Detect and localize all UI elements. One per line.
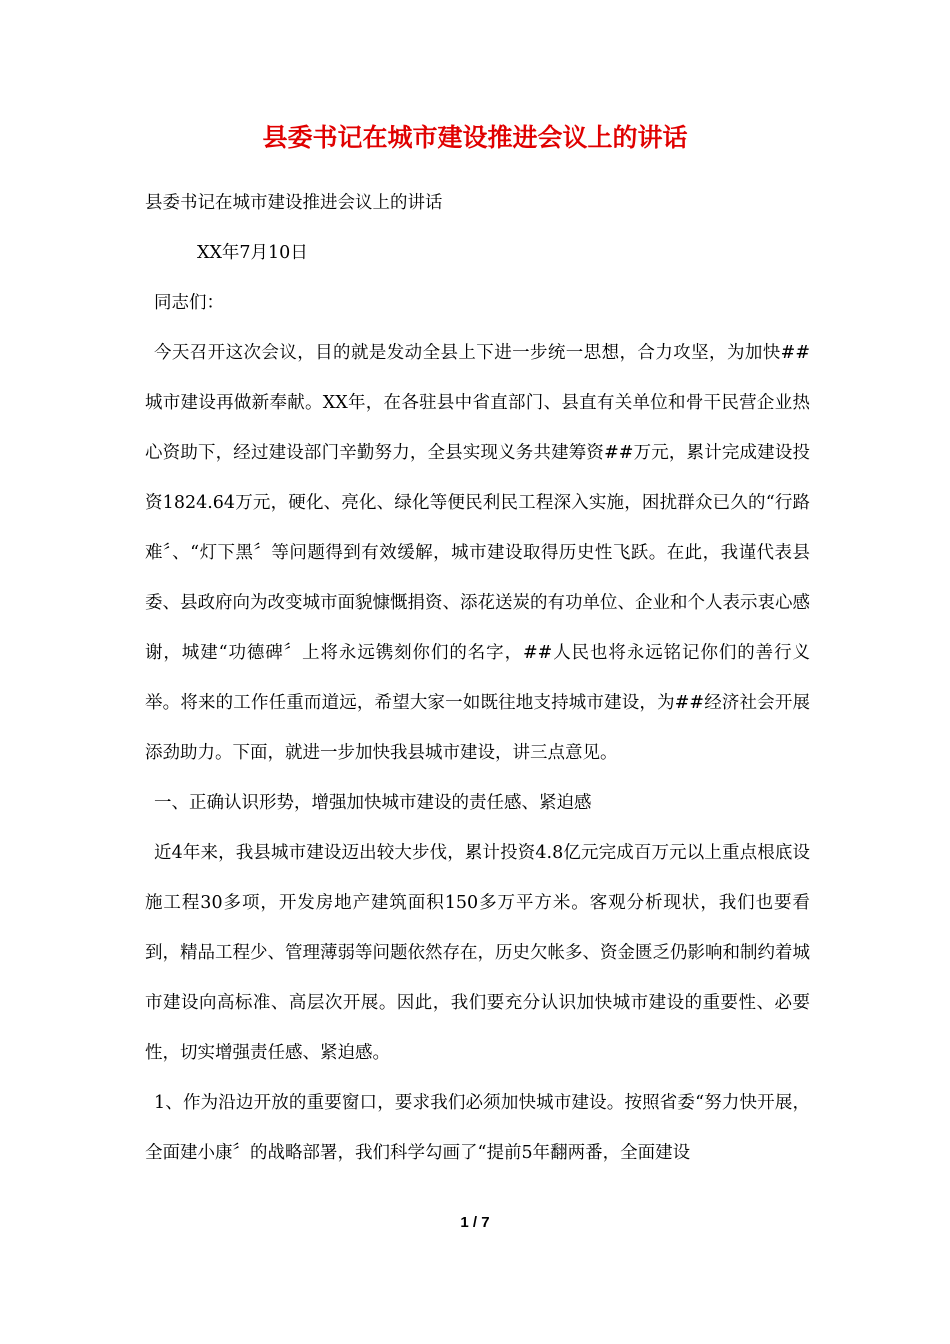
document-title: 县委书记在城市建设推进会议上的讲话	[262, 123, 688, 152]
subtitle-line: 县委书记在城市建设推进会议上的讲话	[145, 193, 443, 213]
date-line: XX年7月10日	[197, 243, 308, 263]
body-paragraph: 今天召开这次会议，目的就是发动全县上下进一步统一思想，合力攻坚，为加快##城市建设再做新奉献。XX年，在各驻县中省直部门、县直有关单位和骨干民营企业热心资助下，经过建设部门辛勤努力，全县实现义务共建筹资##万元，累计完成建设投资1824.64万元，硬化、亮化、绿化等便民利民工程深入实施，困扰群众已久的“行路难〞、“灯下黑〞等问题得到有效缓解，城市建设取得历史性飞跃。在此，我谨代表县委、县政府向为改变城市面貌慷慨捐资、添花送炭的有功单位、企业和个人表示衷心感谢，城建“功德碑〞上将永远镌刻你们的名字，##人民也将永远铭记你们的善行义举。将来的工作任重而道远，希望大家一如既往地支持城市建设，为##经济社会开展添劲助力。下面，就进一步加快我县城市建设，讲三点意见。	[145, 343, 810, 763]
section-heading: 一、正确认识形势，增强加快城市建设的责任感、紧迫感	[154, 793, 592, 813]
body-paragraph: 近4年来，我县城市建设迈出较大步伐，累计投资4.8亿元完成百万元以上重点根底设施工程30多项，开发房地产建筑面积150多万平方米。客观分析现状，我们也要看到，精品工程少、管理薄弱等问题依然存在，历史欠帐多、资金匮乏仍影响和制约着城市建设向高标准、高层次开展。因此，我们要充分认识加快城市建设的重要性、必要性，切实增强责任感、紧迫感。	[145, 843, 810, 1063]
salutation: 同志们：	[154, 293, 224, 313]
document-body	[145, 178, 810, 1178]
page-number: 1 / 7	[460, 1214, 490, 1231]
body-paragraph: 1、作为沿边开放的重要窗口，要求我们必须加快城市建设。按照省委“努力快开展，全面建小康〞的战略部署，我们科学勾画了“提前5年翻两番，全面建设	[145, 1093, 810, 1163]
